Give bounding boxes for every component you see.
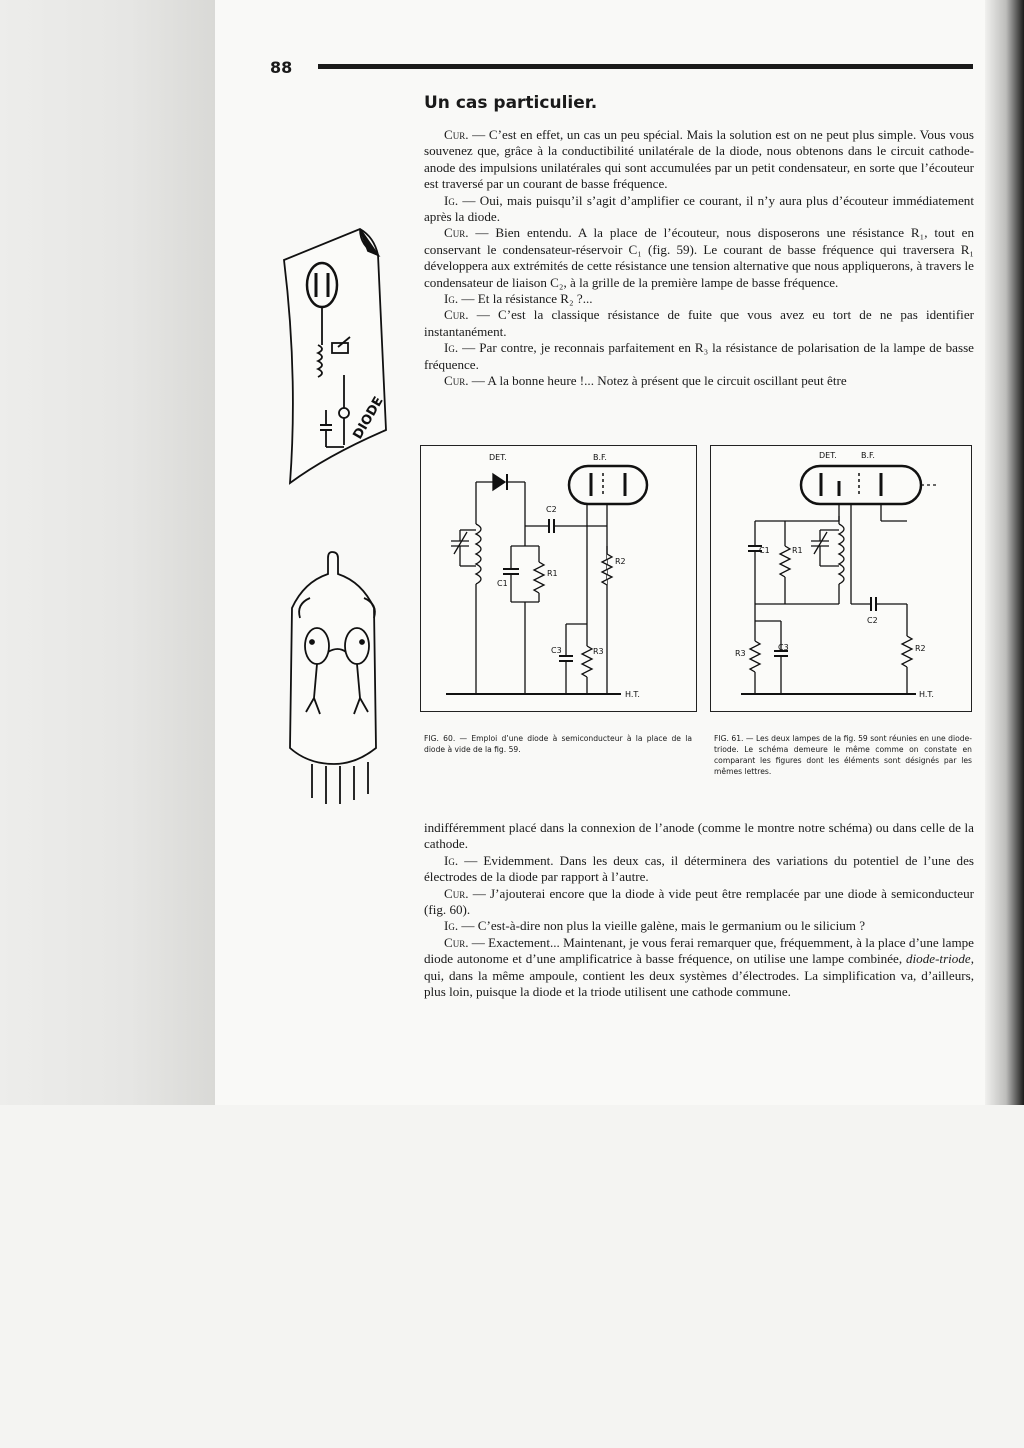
fig60-label-bf: B.F. xyxy=(593,453,607,462)
fig61-label-c1: C1 xyxy=(759,546,770,555)
fig60-label-ht: H.T. xyxy=(625,690,640,699)
paragraph-text: — C’est-à-dire non plus la vieille galène, mais le germanium ou le silicium ? xyxy=(458,918,866,934)
paragraph-text: — Evidemment. Dans les deux cas, il déterminera des variations du potentiel de l’une des électrodes de la diode par rapport à l’autre. xyxy=(424,852,974,885)
diode-poster-illustration xyxy=(278,225,396,485)
italic-term: diode-triode xyxy=(905,951,971,967)
paragraph-text: — Et la résistance R₂ ?... xyxy=(458,291,593,307)
dialogue-paragraph xyxy=(424,225,974,291)
dialogue-bottom xyxy=(424,820,974,1000)
dialogue-paragraph xyxy=(424,307,974,340)
fig61-label-det: DET. xyxy=(819,451,837,460)
dialogue-paragraph xyxy=(424,935,974,1001)
dialogue-paragraph xyxy=(424,373,974,389)
fig61-schematic xyxy=(711,446,971,711)
dialogue-paragraph xyxy=(424,886,974,919)
tube-cartoon-illustration xyxy=(282,548,392,818)
fig60-label-c1: C1 xyxy=(497,579,508,588)
vacuum-tube-icon xyxy=(290,552,376,764)
figure-61 xyxy=(710,445,972,712)
fig61-label-c3: C3 xyxy=(778,643,789,652)
speaker-name: Ig. xyxy=(444,918,459,934)
fig60-label-r2: R2 xyxy=(615,557,626,566)
dialogue-paragraph xyxy=(424,853,974,886)
scan-left-background xyxy=(0,0,215,1110)
dialogue-paragraph xyxy=(424,193,974,226)
fig60-label-c2: C2 xyxy=(546,505,557,514)
page-number: 88 xyxy=(270,58,293,77)
header-rule xyxy=(318,64,973,69)
dialogue-paragraph xyxy=(424,127,974,193)
speaker-name: Ig. xyxy=(444,340,459,356)
speaker-name: Cur. xyxy=(444,373,469,389)
fig61-label-r3: R3 xyxy=(735,649,746,658)
figure-60-caption: FIG. 60. — Emploi d’une diode à semiconducteur à la place de la diode à vide de la fig. 59. xyxy=(424,734,692,754)
dialogue-top xyxy=(424,127,974,390)
dialogue-paragraph xyxy=(424,340,974,373)
dialogue-paragraph xyxy=(424,820,974,853)
fig60-tube-icon xyxy=(569,466,647,504)
fig60-label-det: DET. xyxy=(489,453,507,462)
paragraph-text: — Par contre, je reconnais parfaitement en R₃ la résistance de polarisation de la lampe de basse fréquence. xyxy=(424,340,974,372)
speaker-name: Cur. xyxy=(444,934,469,950)
fig60-label-r1: R1 xyxy=(547,569,558,578)
dialogue-paragraph xyxy=(424,918,974,934)
fig61-label-bf: B.F. xyxy=(861,451,875,460)
speaker-name: Cur. xyxy=(444,127,469,142)
fig60-label-c3: C3 xyxy=(551,646,562,655)
fig60-label-r3: R3 xyxy=(593,647,604,656)
figure-61-caption: FIG. 61. — Les deux lampes de la fig. 59 sont réunies en une diode-triode. Le schéma demeure le même comme on constate en comparant les figures dont les éléments sont désignés par les mêmes lettres. xyxy=(714,734,972,776)
fig61-coil-icon xyxy=(839,524,844,584)
paragraph-text: — C’est la classique résistance de fuite que vous avez eu tort de ne pas identifier instantanément. xyxy=(424,307,974,339)
paragraph-text: — A la bonne heure !... Notez à présent que le circuit oscillant peut être xyxy=(468,373,847,389)
paragraph-text-tail: , qui, dans la même ampoule, contient les deux systèmes d’électrodes. La simplification va, d’ailleurs, plus loin, puisque la diode et la triode utilisent une cathode commune. xyxy=(424,951,974,1000)
fig61-tube-icon xyxy=(801,466,921,504)
fig60-coil-icon xyxy=(476,524,481,584)
scan-right-edge xyxy=(984,0,1024,1110)
fig61-label-ht: H.T. xyxy=(919,690,934,699)
paragraph-text: — J’ajouterai encore que la diode à vide peut être remplacée par une diode à semiconducteur (fig. 60). xyxy=(424,885,974,918)
paragraph-text: — C’est en effet, un cas un peu spécial. Mais la solution est on ne peut plus simple. Vous vous souvenez que, grâce à la conductibilité unilatérale de la diode, nous obtenons dans le circuit cathode-anode des impulsions unilatérales qui sont accumulées par un petit condensateur, en sorte que l’écouteur est traversé par un courant de basse fréquence. xyxy=(424,127,974,192)
paragraph-text: — Oui, mais puisqu’il s’agit d’amplifier ce courant, il n’y aura plus d’écouteur immédiatement après la diode. xyxy=(424,192,974,225)
paragraph-text: — Bien entendu. A la place de l’écouteur, nous disposerons une résistance R₁, tout en conservant le condensateur-réservoir C₁ (fig. 59). Le courant de basse fréquence qui traversera R₁ développera aux extrémités de cette résistance une tension alternative que nous appliquerons, à travers le condensateur de liaison C₂, à la grille de la première lampe de basse fréquence. xyxy=(424,225,974,290)
speaker-name: Ig. xyxy=(444,291,459,307)
speaker-name: Ig. xyxy=(444,852,459,868)
dialogue-paragraph xyxy=(424,291,974,307)
fig60-schematic xyxy=(421,446,696,711)
speaker-name: Cur. xyxy=(444,885,469,901)
scan-bottom-background xyxy=(0,1105,1024,1448)
fig60-diode-icon xyxy=(493,474,505,490)
section-heading: Un cas particulier. xyxy=(424,93,598,113)
fig61-label-r2: R2 xyxy=(915,644,926,653)
speaker-name: Ig. xyxy=(444,192,459,208)
fig61-label-r1: R1 xyxy=(792,546,803,555)
speaker-name: Cur. xyxy=(444,225,469,241)
poster-text: DIODE xyxy=(350,394,387,442)
figure-60 xyxy=(420,445,697,712)
paragraph-text: — Exactement... Maintenant, je vous ferai remarquer que, fréquemment, à la place d’une lampe diode autonome et d’une amplificatrice à basse fréquence, on utilise une lampe combinée, xyxy=(424,934,974,967)
speaker-name: Cur. xyxy=(444,307,469,323)
paragraph-text: indifféremment placé dans la connexion de l’anode (comme le montre notre schéma) ou dans celle de la cathode. xyxy=(424,820,974,852)
fig61-label-c2: C2 xyxy=(867,616,878,625)
